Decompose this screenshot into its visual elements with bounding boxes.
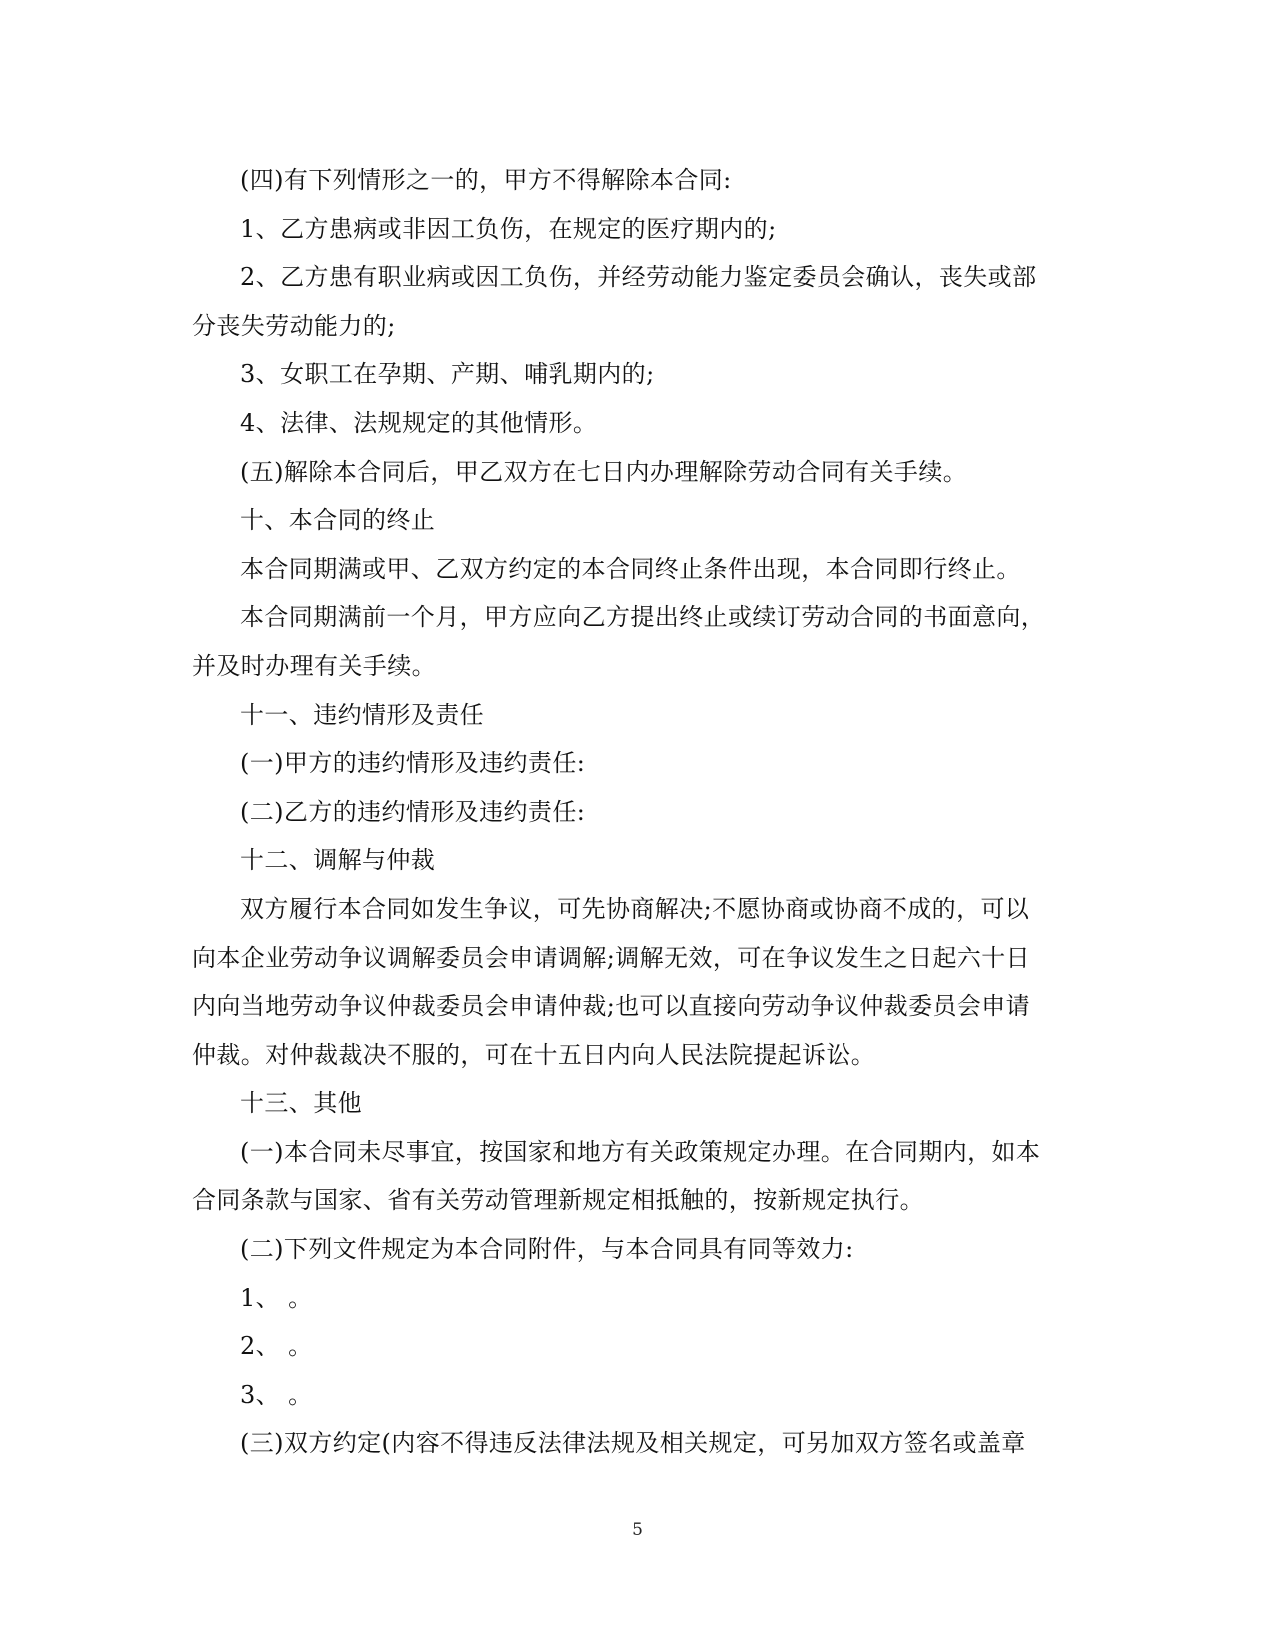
text-line: 1、乙方患病或非因工负伤，在规定的医疗期内的;	[240, 214, 777, 243]
text-line: (一)本合同未尽事宜，按国家和地方有关政策规定办理。在合同期内，如本	[240, 1137, 1041, 1166]
section-heading: 十一、违约情形及责任	[240, 700, 484, 729]
text-line: (四)有下列情形之一的，甲方不得解除本合同:	[240, 166, 732, 194]
text-line: (一)甲方的违约情形及违约责任:	[240, 749, 586, 778]
text-line: 本合同期满前一个月，甲方应向乙方提出终止或续订劳动合同的书面意向，	[240, 603, 1046, 632]
list-item: 1、 。	[240, 1283, 313, 1312]
section-heading: 十三、其他	[240, 1089, 362, 1118]
text-line: 并及时办理有关手续。	[192, 651, 436, 680]
section-heading: 十、本合同的终止	[240, 506, 436, 535]
text-line: (三)双方约定(内容不得违反法律法规及相关规定，可另加双方签名或盖章	[240, 1429, 1026, 1458]
text-line: 3、女职工在孕期、产期、哺乳期内的;	[240, 360, 655, 389]
text-line: 双方履行本合同如发生争议，可先协商解决;不愿协商或协商不成的，可以	[240, 894, 1030, 923]
section-heading: 十二、调解与仲裁	[240, 846, 436, 875]
document-body	[192, 156, 1072, 1468]
text-line: 分丧失劳动能力的;	[192, 311, 396, 340]
text-line: 合同条款与国家、省有关劳动管理新规定相抵触的，按新规定执行。	[192, 1186, 924, 1215]
text-line: 本合同期满或甲、乙双方约定的本合同终止条件出现，本合同即行终止。	[240, 554, 1021, 583]
text-line: 仲裁。对仲裁裁决不服的，可在十五日内向人民法院提起诉讼。	[192, 1040, 876, 1069]
text-line: 向本企业劳动争议调解委员会申请调解;调解无效，可在争议发生之日起六十日	[192, 943, 1031, 972]
text-line: 2、乙方患有职业病或因工负伤，并经劳动能力鉴定委员会确认，丧失或部	[240, 263, 1037, 292]
page-number: 5	[632, 1520, 643, 1540]
text-line: 4、法律、法规规定的其他情形。	[240, 408, 598, 437]
text-line: (二)乙方的违约情形及违约责任:	[240, 797, 586, 826]
text-line: 内向当地劳动争议仲裁委员会申请仲裁;也可以直接向劳动争议仲裁委员会申请	[192, 992, 1031, 1021]
text-line: (五)解除本合同后，甲乙双方在七日内办理解除劳动合同有关手续。	[240, 457, 968, 486]
text-line: (二)下列文件规定为本合同附件，与本合同具有同等效力:	[240, 1235, 854, 1264]
list-item: 2、 。	[240, 1332, 313, 1361]
list-item: 3、 。	[240, 1380, 313, 1409]
